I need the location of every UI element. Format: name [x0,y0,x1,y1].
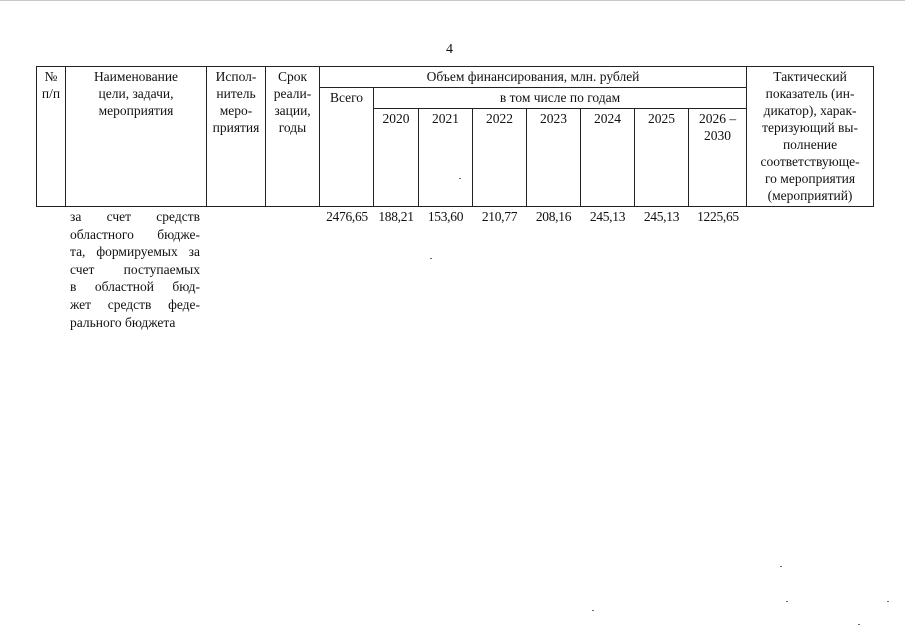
row-description-line: та, формируемых за [70,244,200,260]
row-year-value: 245,13 [643,209,680,224]
row-description-line: за счет средств [70,209,200,224]
header-cell-number: № п/п [37,67,66,207]
scan-speck [459,178,461,179]
header-cell-name: Наименование цели, задачи, мероприятия [66,67,207,207]
header-cell-year: 2024 [581,109,635,207]
scan-speck [430,258,432,259]
header-cell-indicator: Тактический показатель (ин- дикатор), харак- теризующий вы- полнение соответствующе- го мероприятия (мероприятий) [747,67,874,207]
row-total-value: 2476,65 [326,209,368,224]
page-number: 4 [446,42,453,57]
funding-table-header [36,66,874,207]
row-description [70,208,200,331]
header-cell-year: 2026 – 2030 [689,109,747,207]
header-cell-year: 2022 [473,109,527,207]
table-row [0,206,905,336]
row-year-value: 188,21 [378,209,414,224]
header-cell-total: Всего [320,88,374,207]
header-cell-year: 2025 [635,109,689,207]
page-top-edge [0,0,905,1]
scan-speck [592,610,594,611]
header-cell-executor: Испол- нитель меро- приятия [207,67,266,207]
row-year-value: 208,16 [535,209,572,224]
row-description-line: областного бюдже- [70,226,200,242]
header-cell-year: 2021 [419,109,473,207]
scan-speck [780,566,782,567]
header-cell-by-years: в том числе по годам [374,88,747,109]
row-description-line: жет средств феде- [70,296,200,312]
header-cell-funding: Объем финансирования, млн. рублей [320,67,747,88]
header-cell-year: 2020 [374,109,419,207]
row-description-line: счет поступаемых [70,261,200,277]
header-cell-term: Срок реали- зации, годы [266,67,320,207]
row-year-value: 210,77 [481,209,518,224]
row-year-value: 245,13 [589,209,626,224]
row-description-line: рального бюджета [70,314,176,330]
scan-speck [858,624,860,625]
row-year-value: 153,60 [427,209,464,224]
row-description-line: в областной бюд- [70,279,200,295]
header-cell-year: 2023 [527,109,581,207]
scan-speck [887,601,889,602]
scan-speck [786,601,788,602]
row-year-value: 1225,65 [697,209,739,224]
